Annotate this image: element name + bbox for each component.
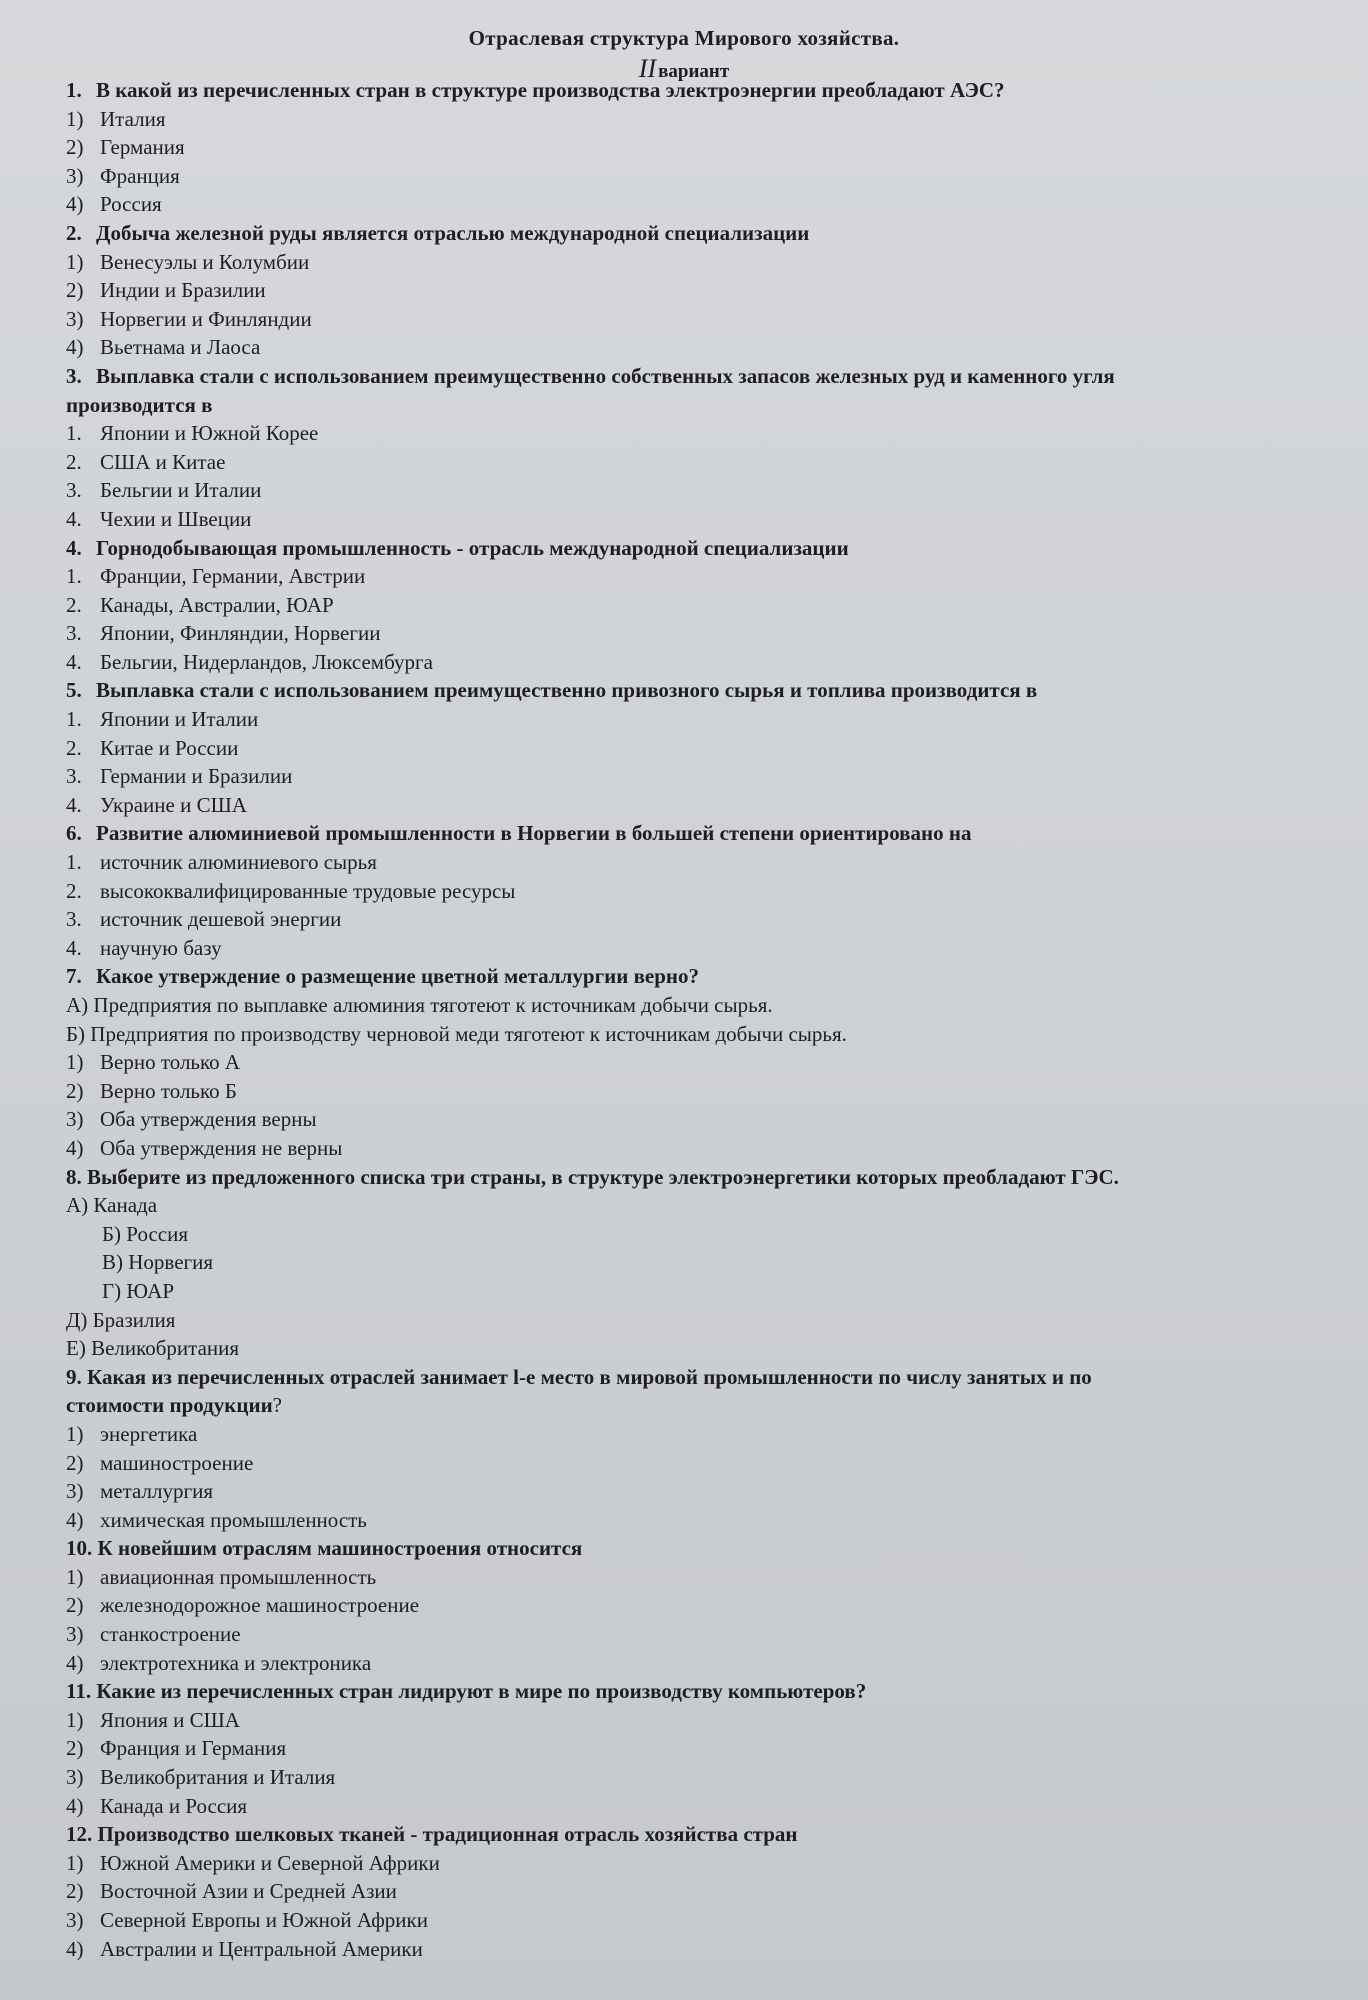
question-11 <box>66 1677 1356 1706</box>
question-5 <box>66 676 1356 705</box>
question-6 <box>66 819 1356 848</box>
option-item: Г) ЮАР <box>102 1278 175 1303</box>
question-number: 4. <box>66 535 82 560</box>
question-text-continuation: стоимости продукции? <box>66 1393 282 1418</box>
question-number: 1. <box>66 78 82 102</box>
option-item: 4. Бельгии, Нидерландов, Люксембурга <box>66 649 433 674</box>
option-item: 2) машиностроение <box>66 1450 254 1475</box>
question-number: 3. <box>66 363 82 388</box>
question-text: Какая из перечисленных отраслей занимает l-е место в мировой промышленности по числу занятых и по <box>87 1364 1092 1389</box>
question-3 <box>66 362 1356 391</box>
option-item: 3. источник дешевой энергии <box>66 907 342 932</box>
option-item: 4. Украине и США <box>66 792 247 817</box>
option-item: 4) Вьетнама и Лаоса <box>66 335 261 360</box>
option-item: 4) Оба утверждения не верны <box>66 1135 343 1160</box>
option-item: 3) Франция <box>66 163 180 188</box>
option-item: 4) Канада и Россия <box>66 1793 248 1818</box>
question-number: 7. <box>66 964 82 989</box>
question-number: 5. <box>66 678 82 703</box>
question-text: Выплавка стали с использованием преимущественно привозного сырья и топлива производится в <box>96 678 1038 703</box>
question-number: 6. <box>66 821 82 846</box>
question-7 <box>66 962 1356 991</box>
question-8 <box>66 1163 1356 1192</box>
option-item: 4) Россия <box>66 192 162 217</box>
option-item: 3) Оба утверждения верны <box>66 1107 317 1132</box>
question-4 <box>66 534 1356 563</box>
option-item: Е) Великобритания <box>66 1336 240 1361</box>
option-item: 2) Франция и Германия <box>66 1736 287 1761</box>
option-item: 2. США и Китае <box>66 449 226 474</box>
questions-list <box>66 76 1356 1963</box>
question-number: 8. <box>66 1164 82 1189</box>
question-number: 2. <box>66 220 82 245</box>
question-text: Выберите из предложенного списка три страны, в структуре электроэнергетики которых преобладают ГЭС. <box>87 1164 1119 1189</box>
question-text: Добыча железной руды является отраслью международной специализации <box>96 220 810 245</box>
option-item: 2) Индии и Бразилии <box>66 278 266 303</box>
question-12 <box>66 1820 1356 1849</box>
option-item: 3) Норвегии и Финляндии <box>66 306 312 331</box>
option-item: 3. Бельгии и Италии <box>66 478 262 503</box>
variant-number: II <box>638 54 657 83</box>
question-text: Какие из перечисленных стран лидируют в мире по производству компьютеров? <box>96 1679 867 1704</box>
question-9 <box>66 1363 1356 1392</box>
option-item: 1. источник алюминиевого сырья <box>66 850 377 875</box>
option-item: 1) Южной Америки и Северной Африки <box>66 1850 440 1875</box>
option-item: 3. Японии, Финляндии, Норвегии <box>66 621 381 646</box>
option-item: 1) Италия <box>66 106 166 131</box>
question-text: Развитие алюминиевой промышленности в Норвегии в большей степени ориентировано на <box>96 821 972 846</box>
option-item: 1) Япония и США <box>66 1707 240 1732</box>
question-text: В какой из перечисленных стран в структуре производства электроэнергии преобладают АЭС? <box>96 78 1005 102</box>
option-item: 1) Венесуэлы и Колумбии <box>66 249 310 274</box>
option-item: 4. научную базу <box>66 935 222 960</box>
option-item: 2) Германия <box>66 135 185 160</box>
question-1 <box>66 76 1356 105</box>
question-text: Производство шелковых тканей - традиционная отрасль хозяйства стран <box>97 1822 798 1847</box>
option-item: В) Норвегия <box>102 1250 214 1275</box>
option-item: Д) Бразилия <box>66 1307 176 1332</box>
option-item: 2) Восточной Азии и Средней Азии <box>66 1879 397 1904</box>
option-item: 4) химическая промышленность <box>66 1507 367 1532</box>
question-2 <box>66 219 1356 248</box>
statement-a: А) Предприятия по выплавке алюминия тяготеют к источникам добычи сырья. <box>66 993 773 1017</box>
option-item: 3. Германии и Бразилии <box>66 764 293 789</box>
statement-b: Б) Предприятия по производству черновой меди тяготеют к источникам добычи сырья. <box>66 1021 847 1046</box>
option-item: 1. Японии и Южной Корее <box>66 421 319 446</box>
question-number: 11. <box>66 1679 92 1704</box>
question-number: 9. <box>66 1364 82 1389</box>
page-title: Отраслевая структура Мирового хозяйства. <box>468 26 900 50</box>
question-text-continuation: производится в <box>66 392 213 417</box>
option-item: Б) Россия <box>102 1221 189 1246</box>
question-10 <box>66 1534 1356 1563</box>
option-item: 2. Китае и России <box>66 735 239 760</box>
option-item: 1) энергетика <box>66 1421 198 1446</box>
option-item: 3) станкостроение <box>66 1622 241 1647</box>
option-item: 3) металлургия <box>66 1479 214 1504</box>
variant-label: вариант <box>658 61 730 82</box>
option-item: 1) Верно только А <box>66 1050 241 1075</box>
question-text: К новейшим отраслям машиностроения относится <box>97 1536 583 1561</box>
option-item: 4) Австралии и Центральной Америки <box>66 1936 423 1961</box>
option-item: 1) авиационная промышленность <box>66 1564 377 1589</box>
option-item: 3) Северной Европы и Южной Африки <box>66 1908 428 1932</box>
question-text: Выплавка стали с использованием преимущественно собственных запасов железных руд и каменного угля <box>96 363 1115 388</box>
option-item: А) Канада <box>66 1193 158 1218</box>
question-text: Горнодобывающая промышленность - отрасль международной специализации <box>96 535 849 560</box>
option-item: 4) электротехника и электроника <box>66 1650 372 1675</box>
option-item: 2. Канады, Австралии, ЮАР <box>66 592 334 617</box>
option-item: 2) железнодорожное машиностроение <box>66 1593 420 1618</box>
option-item: 1. Японии и Италии <box>66 707 259 732</box>
question-text: Какое утверждение о размещение цветной металлургии верно? <box>96 964 700 989</box>
question-number: 12. <box>66 1822 93 1847</box>
option-item: 2) Верно только Б <box>66 1078 237 1103</box>
question-number: 10. <box>66 1536 93 1561</box>
option-item: 3) Великобритания и Италия <box>66 1765 336 1790</box>
option-item: 2. высококвалифицированные трудовые ресурсы <box>66 878 516 903</box>
option-item: 1. Франции, Германии, Австрии <box>66 564 366 589</box>
option-item: 4. Чехии и Швеции <box>66 506 252 531</box>
